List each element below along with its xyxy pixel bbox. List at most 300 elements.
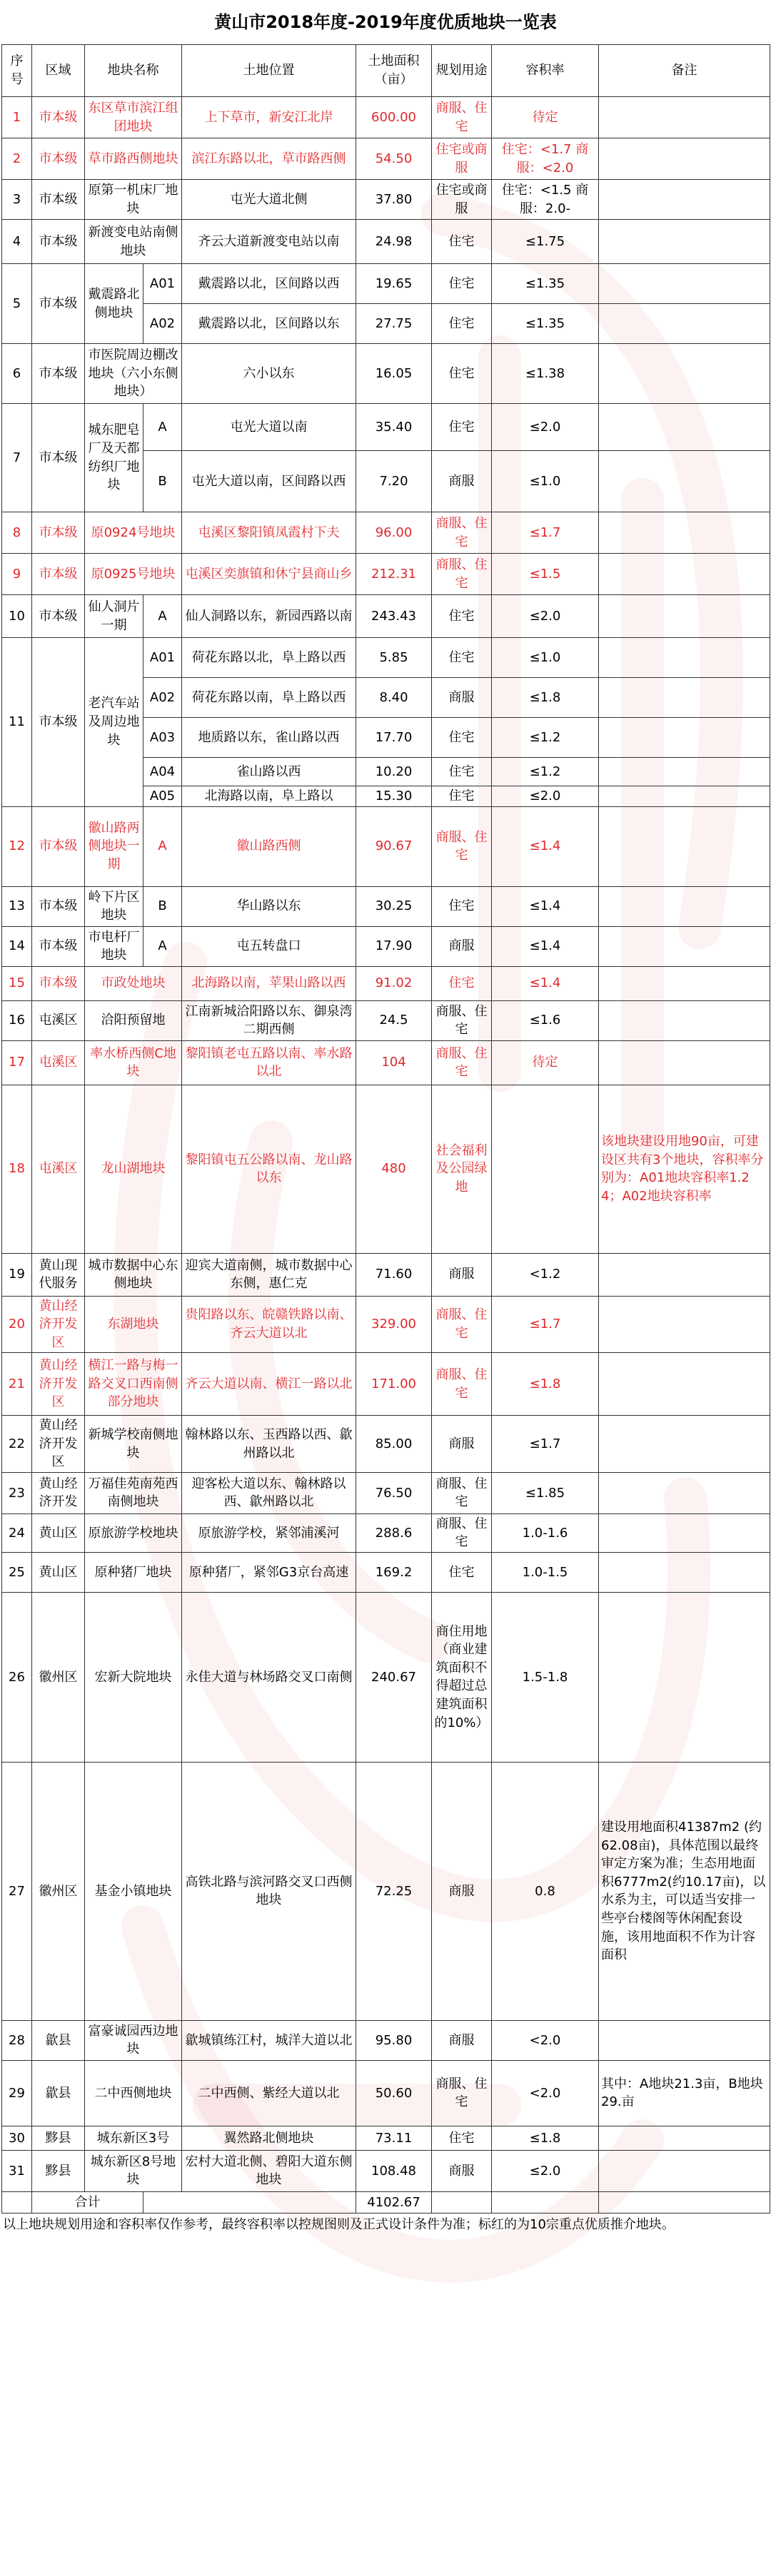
- cell-remark: [599, 180, 770, 220]
- cell-location: 屯光大道北侧: [182, 180, 356, 220]
- cell-name: 城东肥皂厂及天都纺织厂地块: [85, 404, 143, 512]
- table-row: [2, 638, 770, 678]
- cell-use: 住宅: [432, 595, 492, 638]
- cell-area: 市本级: [32, 512, 85, 554]
- cell-name: 横江一路与梅一路交叉口西南侧部分地块: [85, 1353, 182, 1416]
- table-row: [2, 1085, 770, 1253]
- cell-location: 贵阳路以东、皖赣铁路以南、齐云大道以北: [182, 1296, 356, 1353]
- cell-area: 歙县: [32, 2060, 85, 2126]
- cell-location: 滨江东路以北，草市路西侧: [182, 138, 356, 180]
- cell-subplot: B: [143, 886, 182, 926]
- cell-subplot: A: [143, 404, 182, 451]
- cell-location: 江南新城洽阳路以东、御泉湾二期西侧: [182, 1000, 356, 1040]
- cell-no: 21: [2, 1353, 32, 1416]
- cell-use: 商服、住宅: [432, 1472, 492, 1513]
- cell-remark: [599, 806, 770, 886]
- cell-area: 黄山现代服务: [32, 1253, 85, 1296]
- cell-name: 城东新区8号地块: [85, 2150, 182, 2191]
- cell-location: 戴震路以北，区间路以东: [182, 304, 356, 344]
- cell-use: 商服、住宅: [432, 512, 492, 554]
- cell-location: 齐云大道以南、横江一路以北: [182, 1353, 356, 1416]
- cell-area: 歙县: [32, 2020, 85, 2060]
- cell-use: 商服: [432, 678, 492, 718]
- cell-name: 洽阳预留地: [85, 1000, 182, 1040]
- cell-far: ≤2.0: [492, 2150, 599, 2191]
- cell-location: 原种猪厂，紧邻G3京台高速: [182, 1552, 356, 1592]
- cell-far: ≤1.75: [492, 220, 599, 264]
- cell-name: 原种猪厂地块: [85, 1552, 182, 1592]
- cell-use: 商服: [432, 2020, 492, 2060]
- table-row: [2, 2126, 770, 2150]
- table-row: [2, 2150, 770, 2191]
- cell-location: 上下草市，新安江北岸: [182, 97, 356, 138]
- cell-use: 住宅: [432, 304, 492, 344]
- cell-size: 30.25: [356, 886, 432, 926]
- cell-far: [492, 1085, 599, 1253]
- total-row: [2, 2191, 770, 2213]
- table-row: [2, 1552, 770, 1592]
- table-row: [2, 1513, 770, 1552]
- cell-far: ≤1.8: [492, 1353, 599, 1416]
- cell-remark: [599, 786, 770, 807]
- table-row: [2, 554, 770, 595]
- cell-location: 歙城镇练江村，城洋大道以北: [182, 2020, 356, 2060]
- cell-location: 屯光大道以南，区间路以西: [182, 451, 356, 512]
- table-row: [2, 404, 770, 451]
- cell-area: 市本级: [32, 638, 85, 807]
- cell-name: 城市数据中心东侧地块: [85, 1253, 182, 1296]
- cell-name: 万福佳苑南苑西南侧地块: [85, 1472, 182, 1513]
- cell-location: 六小以东: [182, 344, 356, 404]
- cell-far: ≤1.85: [492, 1472, 599, 1513]
- cell-name: 仙人洞片一期: [85, 595, 143, 638]
- cell-no: 16: [2, 1000, 32, 1040]
- cell-remark: [599, 1353, 770, 1416]
- cell-subplot: A05: [143, 786, 182, 807]
- cell-size: 171.00: [356, 1353, 432, 1416]
- cell-name: 戴震路北侧地块: [85, 264, 143, 344]
- cell-remark: [599, 1000, 770, 1040]
- cell-area: 市本级: [32, 926, 85, 966]
- cell-remark: [599, 638, 770, 678]
- cell-use: 住宅: [432, 344, 492, 404]
- cell-no: 4: [2, 220, 32, 264]
- cell-far: ≤1.0: [492, 451, 599, 512]
- total-size: 4102.67: [356, 2191, 432, 2213]
- cell-use: 商服: [432, 451, 492, 512]
- cell-no: 15: [2, 966, 32, 1000]
- cell-location: 黎阳镇屯五公路以南、龙山路以东: [182, 1085, 356, 1253]
- cell-area: 市本级: [32, 554, 85, 595]
- table-row: [2, 1592, 770, 1762]
- cell-location: 永佳大道与林场路交叉口南侧: [182, 1592, 356, 1762]
- cell-use: 商服: [432, 1253, 492, 1296]
- cell-name: 市政处地块: [85, 966, 182, 1000]
- cell-name: 新渡变电站南侧地块: [85, 220, 182, 264]
- cell-remark: [599, 451, 770, 512]
- cell-remark: [599, 1416, 770, 1473]
- cell-remark: [599, 1296, 770, 1353]
- cell-far: ≤1.7: [492, 512, 599, 554]
- cell-far: ≤1.2: [492, 758, 599, 786]
- cell-area: 黄山区: [32, 1552, 85, 1592]
- cell-size: 24.98: [356, 220, 432, 264]
- cell-remark: [599, 2020, 770, 2060]
- cell-size: 15.30: [356, 786, 432, 807]
- cell-name: 老汽车站及周边地块: [85, 638, 143, 807]
- cell-size: 288.6: [356, 1513, 432, 1552]
- cell-name: 原0924号地块: [85, 512, 182, 554]
- cell-far: ≤1.4: [492, 886, 599, 926]
- cell-area: 黄山经济开发: [32, 1472, 85, 1513]
- cell-area: 屯溪区: [32, 1000, 85, 1040]
- cell-remark: [599, 512, 770, 554]
- cell-remark: [599, 97, 770, 138]
- cell-area: 市本级: [32, 220, 85, 264]
- cell-area: 徽州区: [32, 1762, 85, 2020]
- cell-use: 住宅: [432, 758, 492, 786]
- cell-far: ≤1.7: [492, 1296, 599, 1353]
- cell-far: ≤2.0: [492, 786, 599, 807]
- cell-name: 新城学校南侧地块: [85, 1416, 182, 1473]
- cell-size: 54.50: [356, 138, 432, 180]
- cell-size: 85.00: [356, 1416, 432, 1473]
- cell-remark: [599, 718, 770, 758]
- cell-name: 草市路西侧地块: [85, 138, 182, 180]
- cell-subplot: A01: [143, 264, 182, 304]
- page-title: 黄山市2018年度-2019年度优质地块一览表: [214, 12, 557, 32]
- cell-subplot: A: [143, 926, 182, 966]
- cell-no: 12: [2, 806, 32, 886]
- cell-no: 5: [2, 264, 32, 344]
- cell-far: 住宅：<1.7 商服：<2.0: [492, 138, 599, 180]
- cell-far: ≤1.8: [492, 2126, 599, 2150]
- cell-size: 104: [356, 1040, 432, 1085]
- cell-remark: [599, 304, 770, 344]
- cell-area: 市本级: [32, 595, 85, 638]
- cell-remark: [599, 595, 770, 638]
- cell-far: 1.0-1.5: [492, 1552, 599, 1592]
- table-row: [2, 1253, 770, 1296]
- cell-far: ≤1.7: [492, 1416, 599, 1473]
- cell-use: 住宅: [432, 786, 492, 807]
- cell-total-empty: [143, 2191, 356, 2213]
- cell-location: 雀山路以西: [182, 758, 356, 786]
- cell-far: ≤1.0: [492, 638, 599, 678]
- cell-use: 商服、住宅: [432, 2060, 492, 2126]
- cell-no: 9: [2, 554, 32, 595]
- cell-use: 住宅或商服: [432, 180, 492, 220]
- cell-use: 住宅: [432, 638, 492, 678]
- table-row: [2, 1040, 770, 1085]
- cell-name: 市医院周边棚改地块（六小东侧地块）: [85, 344, 182, 404]
- table-row: [2, 886, 770, 926]
- table-row: [2, 2020, 770, 2060]
- cell-size: 8.40: [356, 678, 432, 718]
- cell-far: <2.0: [492, 2060, 599, 2126]
- cell-size: 169.2: [356, 1552, 432, 1592]
- table-row: [2, 138, 770, 180]
- cell-no: 27: [2, 1762, 32, 2020]
- cell-remark: 其中：A地块21.3亩，B地块29.亩: [599, 2060, 770, 2126]
- cell-no: 6: [2, 344, 32, 404]
- cell-far: ≤1.2: [492, 718, 599, 758]
- cell-far: ≤2.0: [492, 404, 599, 451]
- cell-far: ≤1.5: [492, 554, 599, 595]
- cell-no: 1: [2, 97, 32, 138]
- cell-size: 24.5: [356, 1000, 432, 1040]
- cell-size: 73.11: [356, 2126, 432, 2150]
- cell-no: 8: [2, 512, 32, 554]
- cell-remark: [599, 1040, 770, 1085]
- cell-location: 齐云大道新渡变电站以南: [182, 220, 356, 264]
- cell-no: 14: [2, 926, 32, 966]
- cell-area: 市本级: [32, 97, 85, 138]
- total-label: 合计: [32, 2191, 143, 2213]
- header-area: 区域: [32, 45, 85, 97]
- cell-total-no: [2, 2191, 32, 2213]
- cell-size: 480: [356, 1085, 432, 1253]
- cell-size: 71.60: [356, 1253, 432, 1296]
- cell-size: 212.31: [356, 554, 432, 595]
- cell-use: 住宅或商服: [432, 138, 492, 180]
- cell-far: 1.0-1.6: [492, 1513, 599, 1552]
- header-size: 土地面积（亩）: [356, 45, 432, 97]
- cell-subplot: A03: [143, 718, 182, 758]
- cell-size: 7.20: [356, 451, 432, 512]
- cell-subplot: A02: [143, 304, 182, 344]
- cell-remark: [599, 1592, 770, 1762]
- cell-far: 待定: [492, 1040, 599, 1085]
- cell-total-empty: [492, 2191, 599, 2213]
- cell-use: 商服、住宅: [432, 1296, 492, 1353]
- table-row: [2, 2060, 770, 2126]
- cell-use: 商服、住宅: [432, 554, 492, 595]
- land-table: [1, 44, 770, 2214]
- cell-use: 住宅: [432, 886, 492, 926]
- table-row: [2, 926, 770, 966]
- cell-no: 30: [2, 2126, 32, 2150]
- cell-use: 商服: [432, 1762, 492, 2020]
- cell-location: 宏村大道北侧、碧阳大道东侧地块: [182, 2150, 356, 2191]
- cell-use: 商服、住宅: [432, 97, 492, 138]
- header-location: 土地位置: [182, 45, 356, 97]
- cell-no: 19: [2, 1253, 32, 1296]
- cell-remark: [599, 264, 770, 304]
- cell-name: 原第一机床厂地块: [85, 180, 182, 220]
- cell-use: 商服、住宅: [432, 806, 492, 886]
- cell-subplot: B: [143, 451, 182, 512]
- cell-size: 108.48: [356, 2150, 432, 2191]
- cell-far: 住宅：<1.5 商服：2.0-: [492, 180, 599, 220]
- cell-remark: [599, 344, 770, 404]
- table-row: [2, 512, 770, 554]
- cell-no: 2: [2, 138, 32, 180]
- cell-size: 329.00: [356, 1296, 432, 1353]
- cell-location: 高铁北路与滨河路交叉口西侧地块: [182, 1762, 356, 2020]
- cell-total-empty: [599, 2191, 770, 2213]
- cell-remark: [599, 966, 770, 1000]
- cell-location: 二中西侧、紫经大道以北: [182, 2060, 356, 2126]
- table-row: [2, 1762, 770, 2020]
- cell-location: 原旅游学校，紧邻浦溪河: [182, 1513, 356, 1552]
- table-row: [2, 1296, 770, 1353]
- cell-location: 北海路以南，阜上路以: [182, 786, 356, 807]
- header-remark: 备注: [599, 45, 770, 97]
- cell-use: 住宅: [432, 404, 492, 451]
- cell-area: 黄山经济开发区: [32, 1296, 85, 1353]
- cell-location: 迎客松大道以东、翰林路以西、歙州路以北: [182, 1472, 356, 1513]
- cell-area: 市本级: [32, 966, 85, 1000]
- cell-area: 市本级: [32, 138, 85, 180]
- cell-location: 屯溪区黎阳镇凤霞村下夫: [182, 512, 356, 554]
- table-row: [2, 97, 770, 138]
- cell-far: ≤1.4: [492, 966, 599, 1000]
- cell-location: 戴震路以北，区间路以西: [182, 264, 356, 304]
- cell-size: 240.67: [356, 1592, 432, 1762]
- cell-far: 待定: [492, 97, 599, 138]
- cell-remark: 该地块建设用地90亩，可建设区共有3个地块，容积率分别为：A01地块容积率1.24；A02地块容积率: [599, 1085, 770, 1253]
- cell-remark: [599, 2126, 770, 2150]
- cell-location: 翰林路以东、玉西路以西、歙州路以北: [182, 1416, 356, 1473]
- table-row: [2, 1353, 770, 1416]
- cell-name: 基金小镇地块: [85, 1762, 182, 2020]
- cell-far: ≤1.35: [492, 264, 599, 304]
- cell-size: 37.80: [356, 180, 432, 220]
- cell-remark: [599, 678, 770, 718]
- cell-remark: [599, 886, 770, 926]
- cell-name: 岭下片区地块: [85, 886, 143, 926]
- cell-location: 地质路以东，雀山路以西: [182, 718, 356, 758]
- cell-location: 翼然路北侧地块: [182, 2126, 356, 2150]
- cell-far: ≤1.4: [492, 926, 599, 966]
- cell-name: 二中西侧地块: [85, 2060, 182, 2126]
- cell-remark: [599, 926, 770, 966]
- cell-size: 17.90: [356, 926, 432, 966]
- table-body: [2, 97, 770, 2214]
- cell-subplot: A: [143, 806, 182, 886]
- cell-no: 29: [2, 2060, 32, 2126]
- cell-name: 徽山路两侧地块一期: [85, 806, 143, 886]
- cell-location: 荷花东路以南，阜上路以西: [182, 678, 356, 718]
- cell-subplot: A01: [143, 638, 182, 678]
- cell-remark: [599, 1472, 770, 1513]
- table-row: [2, 1000, 770, 1040]
- cell-size: 5.85: [356, 638, 432, 678]
- table-row: [2, 595, 770, 638]
- cell-use: 商服、住宅: [432, 1040, 492, 1085]
- cell-area: 黄山经济开发区: [32, 1416, 85, 1473]
- table-row: [2, 1472, 770, 1513]
- cell-name: 富豪诚园西边地块: [85, 2020, 182, 2060]
- cell-far: ≤1.6: [492, 1000, 599, 1040]
- cell-area: 黄山区: [32, 1513, 85, 1552]
- table-row: [2, 180, 770, 220]
- cell-use: 商服: [432, 926, 492, 966]
- cell-far: <1.2: [492, 1253, 599, 1296]
- cell-area: 市本级: [32, 404, 85, 512]
- cell-remark: [599, 758, 770, 786]
- cell-total-empty: [432, 2191, 492, 2213]
- cell-location: 屯光大道以南: [182, 404, 356, 451]
- cell-remark: [599, 1552, 770, 1592]
- cell-no: 18: [2, 1085, 32, 1253]
- cell-name: 龙山湖地块: [85, 1085, 182, 1253]
- cell-no: 24: [2, 1513, 32, 1552]
- cell-size: 72.25: [356, 1762, 432, 2020]
- cell-area: 屯溪区: [32, 1040, 85, 1085]
- cell-no: 10: [2, 595, 32, 638]
- cell-no: 20: [2, 1296, 32, 1353]
- cell-size: 90.67: [356, 806, 432, 886]
- cell-location: 荷花东路以北，阜上路以西: [182, 638, 356, 678]
- cell-use: 住宅: [432, 718, 492, 758]
- cell-area: 市本级: [32, 344, 85, 404]
- cell-location: 徽山路西侧: [182, 806, 356, 886]
- cell-size: 76.50: [356, 1472, 432, 1513]
- cell-no: 28: [2, 2020, 32, 2060]
- cell-use: 商服、住宅: [432, 1353, 492, 1416]
- cell-area: 市本级: [32, 180, 85, 220]
- table-row: [2, 1416, 770, 1473]
- cell-no: 13: [2, 886, 32, 926]
- cell-far: ≤1.4: [492, 806, 599, 886]
- cell-name: 率水桥西侧C地块: [85, 1040, 182, 1085]
- cell-remark: [599, 2150, 770, 2191]
- cell-use: 住宅: [432, 264, 492, 304]
- table-row: [2, 806, 770, 886]
- cell-remark: [599, 1513, 770, 1552]
- cell-size: 96.00: [356, 512, 432, 554]
- cell-use: 住宅: [432, 220, 492, 264]
- cell-name: 东区草市滨江组团地块: [85, 97, 182, 138]
- cell-size: 10.20: [356, 758, 432, 786]
- cell-location: 迎宾大道南侧，城市数据中心东侧，惠仁克: [182, 1253, 356, 1296]
- cell-no: 25: [2, 1552, 32, 1592]
- cell-area: 市本级: [32, 886, 85, 926]
- cell-size: 35.40: [356, 404, 432, 451]
- cell-no: 31: [2, 2150, 32, 2191]
- cell-area: 徽州区: [32, 1592, 85, 1762]
- cell-far: ≤1.38: [492, 344, 599, 404]
- header-name: 地块名称: [85, 45, 182, 97]
- cell-name: 宏新大院地块: [85, 1592, 182, 1762]
- cell-no: 26: [2, 1592, 32, 1762]
- cell-name: 东湖地块: [85, 1296, 182, 1353]
- cell-use: 商服、住宅: [432, 1000, 492, 1040]
- footnote: 以上地块规划用途和容积率仅作参考，最终容积率以控规图则及正式设计条件为准；标红的为10宗重点优质推介地块。: [3, 2216, 675, 2232]
- cell-no: 17: [2, 1040, 32, 1085]
- cell-no: 22: [2, 1416, 32, 1473]
- cell-subplot: A02: [143, 678, 182, 718]
- cell-location: 黎阳镇老屯五路以南、率水路以北: [182, 1040, 356, 1085]
- cell-no: 7: [2, 404, 32, 512]
- cell-area: 市本级: [32, 806, 85, 886]
- cell-far: ≤1.35: [492, 304, 599, 344]
- cell-area: 黟县: [32, 2150, 85, 2191]
- cell-use: 住宅: [432, 966, 492, 1000]
- cell-remark: [599, 220, 770, 264]
- cell-area: 市本级: [32, 264, 85, 344]
- cell-name: 原旅游学校地块: [85, 1513, 182, 1552]
- cell-far: <2.0: [492, 2020, 599, 2060]
- cell-far: 1.5-1.8: [492, 1592, 599, 1762]
- cell-size: 16.05: [356, 344, 432, 404]
- cell-no: 23: [2, 1472, 32, 1513]
- header-far: 容积率: [492, 45, 599, 97]
- cell-size: 19.65: [356, 264, 432, 304]
- cell-remark: 建设用地面积41387m2 (约62.08亩)，具体范围以最终审定方案为准；生态用地面积6777m2(约10.17亩)，以水系为主，可以适当安排一些亭台楼阁等休闲配套设施，该用地面积不作为计容面积: [599, 1762, 770, 2020]
